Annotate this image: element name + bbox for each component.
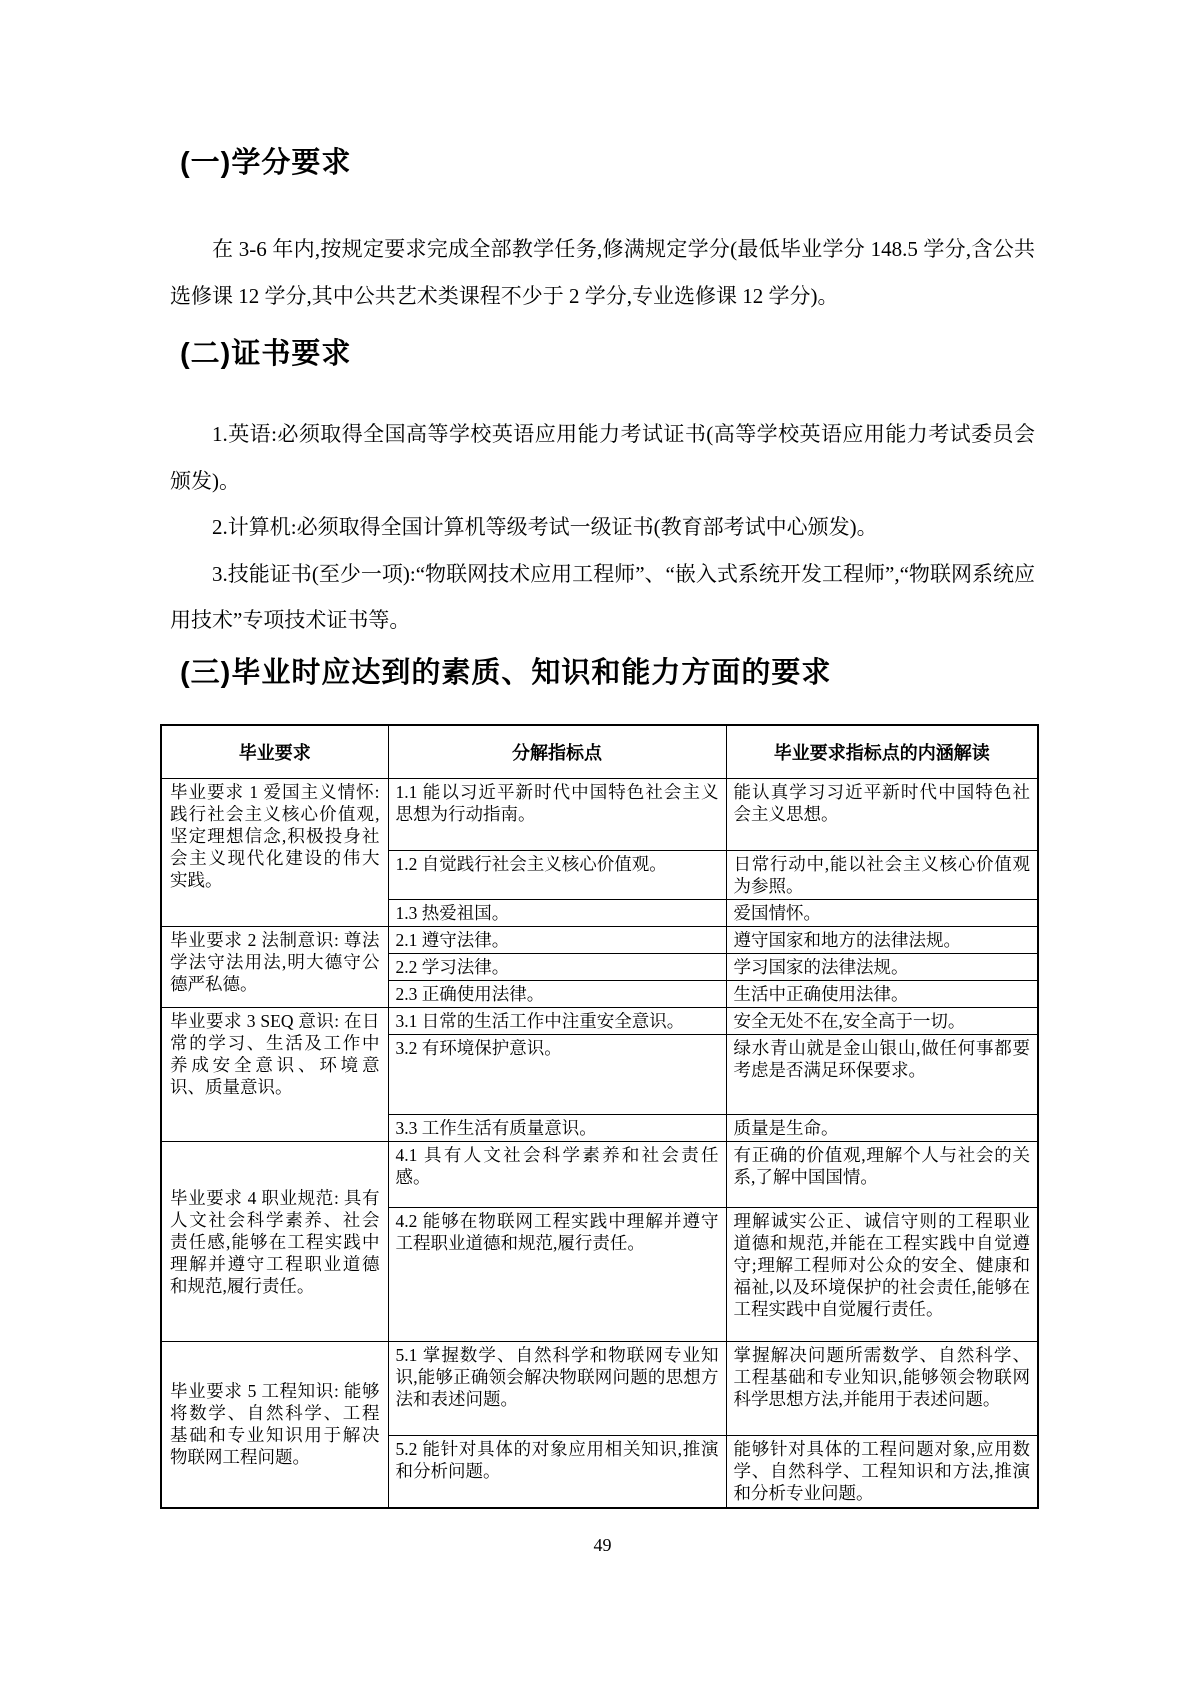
indicator-cell-3-1: 3.1 日常的生活工作中注重安全意识。 xyxy=(388,1008,726,1035)
interpretation-cell-1-3: 爱国情怀。 xyxy=(726,900,1038,927)
paragraph-certificate-english: 1.英语:必须取得全国高等学校英语应用能力考试证书(高等学校英语应用能力考试委员会颁发)。 xyxy=(170,422,1035,493)
column-header-indicator: 分解指标点 xyxy=(388,725,726,779)
indicator-cell-5-1: 5.1 掌握数学、自然科学和物联网专业知识,能够正确领会解决物联网问题的思想方法和表述问题。 xyxy=(388,1342,726,1436)
table-row xyxy=(161,1342,1038,1436)
interpretation-cell-2-3: 生活中正确使用法律。 xyxy=(726,981,1038,1008)
requirement-cell-2: 毕业要求 2 法制意识: 尊法学法守法用法,明大德守公德严私德。 xyxy=(161,927,388,1008)
interpretation-cell-1-1: 能认真学习习近平新时代中国特色社会主义思想。 xyxy=(726,779,1038,851)
interpretation-cell-4-1: 有正确的价值观,理解个人与社会的关系,了解中国国情。 xyxy=(726,1142,1038,1208)
page-number: 49 xyxy=(593,1534,612,1555)
indicator-cell-2-3: 2.3 正确使用法律。 xyxy=(388,981,726,1008)
interpretation-cell-3-1: 安全无处不在,安全高于一切。 xyxy=(726,1008,1038,1035)
column-header-interpretation: 毕业要求指标点的内涵解读 xyxy=(726,725,1038,779)
column-header-requirement: 毕业要求 xyxy=(161,725,388,779)
paragraph-certificate-computer: 2.计算机:必须取得全国计算机等级考试一级证书(教育部考试中心颁发)。 xyxy=(212,515,878,539)
requirement-cell-5: 毕业要求 5 工程知识: 能够将数学、自然科学、工程基础和专业知识用于解决物联网工程问题。 xyxy=(161,1342,388,1508)
interpretation-cell-4-2: 理解诚实公正、诚信守则的工程职业道德和规范,并能在工程实践中自觉遵守;理解工程师对公众的安全、健康和福祉,以及环境保护的社会责任,能够在工程实践中自觉履行责任。 xyxy=(726,1208,1038,1342)
indicator-cell-4-1: 4.1 具有人文社会科学素养和社会责任感。 xyxy=(388,1142,726,1208)
table-header-row xyxy=(161,725,1038,779)
table-row xyxy=(161,1142,1038,1208)
indicator-cell-1-1: 1.1 能以习近平新时代中国特色社会主义思想为行动指南。 xyxy=(388,779,726,851)
indicator-cell-4-2: 4.2 能够在物联网工程实践中理解并遵守工程职业道德和规范,履行责任。 xyxy=(388,1208,726,1342)
indicator-cell-3-2: 3.2 有环境保护意识。 xyxy=(388,1035,726,1115)
requirement-cell-4: 毕业要求 4 职业规范: 具有人文社会科学素养、社会责任感,能够在工程实践中理解并遵守工程职业道德和规范,履行责任。 xyxy=(161,1142,388,1342)
indicator-cell-2-2: 2.2 学习法律。 xyxy=(388,954,726,981)
section-heading-graduation-requirements: (三)毕业时应达到的素质、知识和能力方面的要求 xyxy=(180,656,832,689)
indicator-cell-2-1: 2.1 遵守法律。 xyxy=(388,927,726,954)
interpretation-cell-1-2: 日常行动中,能以社会主义核心价值观为参照。 xyxy=(726,851,1038,900)
interpretation-cell-2-2: 学习国家的法律法规。 xyxy=(726,954,1038,981)
table-row xyxy=(161,927,1038,954)
interpretation-cell-5-1: 掌握解决问题所需数学、自然科学、工程基础和专业知识,能够领会物联网科学思想方法,并能用于表述问题。 xyxy=(726,1342,1038,1436)
section-heading-credit-requirements: (一)学分要求 xyxy=(180,147,352,179)
interpretation-cell-3-2: 绿水青山就是金山银山,做任何事都要考虑是否满足环保要求。 xyxy=(726,1035,1038,1115)
indicator-cell-1-2: 1.2 自觉践行社会主义核心价值观。 xyxy=(388,851,726,900)
requirement-cell-3: 毕业要求 3 SEQ 意识: 在日常的学习、生活及工作中养成安全意识、环境意识、质量意识。 xyxy=(161,1008,388,1142)
section-heading-certificate-requirements: (二)证书要求 xyxy=(180,338,352,370)
indicator-cell-5-2: 5.2 能针对具体的对象应用相关知识,推演和分析问题。 xyxy=(388,1436,726,1508)
indicator-cell-3-3: 3.3 工作生活有质量意识。 xyxy=(388,1115,726,1142)
paragraph-certificate-skill: 3.技能证书(至少一项):“物联网技术应用工程师”、“嵌入式系统开发工程师”,“物联网系统应用技术”专项技术证书等。 xyxy=(170,561,1035,632)
requirement-cell-1: 毕业要求 1 爱国主义情怀: 践行社会主义核心价值观,坚定理想信念,积极投身社会主义现代化建设的伟大实践。 xyxy=(161,779,388,927)
table-row xyxy=(161,779,1038,851)
interpretation-cell-2-1: 遵守国家和地方的法律法规。 xyxy=(726,927,1038,954)
paragraph-credit-requirements: 在 3-6 年内,按规定要求完成全部教学任务,修满规定学分(最低毕业学分 148.5 学分,含公共选修课 12 学分,其中公共艺术类课程不少于 2 学分,专业选修课 12 学分)。 xyxy=(170,237,1035,308)
interpretation-cell-3-3: 质量是生命。 xyxy=(726,1115,1038,1142)
interpretation-cell-5-2: 能够针对具体的工程问题对象,应用数学、自然科学、工程知识和方法,推演和分析专业问题。 xyxy=(726,1436,1038,1508)
table-row xyxy=(161,1008,1038,1035)
indicator-cell-1-3: 1.3 热爱祖国。 xyxy=(388,900,726,927)
graduation-requirements-table xyxy=(160,724,1039,1509)
